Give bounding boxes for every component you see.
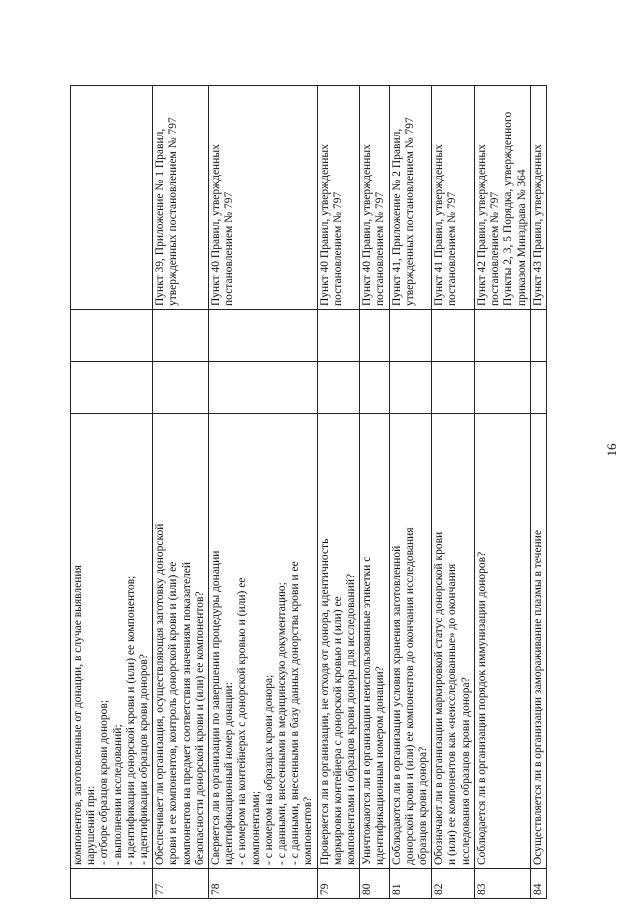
question-line: - с данными, внесенными в базу данных донорства крови и ее	[289, 561, 302, 865]
question-line: - идентификации донорской крови и (или) ее компонентов;	[124, 575, 137, 865]
reference-cell: Пункт 39, Приложение № 1 Правил, утвержденных постановлением № 797	[153, 86, 209, 310]
question-line: - с номером на образцах крови донора;	[262, 674, 275, 865]
answer-cell	[389, 362, 432, 414]
answer-cell	[389, 310, 432, 362]
reference-cell: Пункт 41, Приложение № 2 Правил, утвержденных постановлением № 797	[389, 86, 432, 310]
answer-cell	[209, 310, 318, 362]
question-line: Обеспечивает ли организация, осуществляющая заготовку донорской	[154, 523, 167, 865]
question-line: исследования образцов крови донора?	[459, 677, 472, 865]
answer-cell	[317, 362, 360, 414]
question-line: компонентов?	[302, 796, 315, 865]
question-line: образцов крови донора?	[417, 746, 430, 865]
row-number: 79	[317, 869, 360, 899]
answer-cell	[474, 310, 530, 362]
question-line: Проверяется ли в организации, не отходя от донора, идентичность	[318, 538, 331, 865]
question-line: и (или) ее компонентов как «неисследованные» до окончания	[446, 563, 459, 865]
reference-cell	[474, 86, 530, 310]
question-line: Обозначают ли в организации маркировкой статус донорской крови	[433, 531, 446, 865]
answer-cell	[360, 362, 389, 414]
question-line: Соблюдается ли в организации порядок иммунизации доноров?	[475, 551, 488, 865]
answer-cell	[71, 310, 153, 362]
answer-cell	[474, 362, 530, 414]
question-line: компонентами и образцов крови донора для исследований?	[345, 573, 358, 865]
question-cell	[530, 414, 546, 869]
table-row	[389, 86, 432, 899]
answer-cell	[209, 362, 318, 414]
question-line: Уничтожаются ли в организации неиспользованные этикетки с	[361, 556, 374, 865]
page-number: 16	[604, 443, 619, 457]
checklist-table	[70, 85, 547, 899]
table-row	[153, 86, 209, 899]
answer-cell	[530, 310, 546, 362]
question-line: идентификационным номером донации?	[374, 666, 387, 865]
question-line: крови и ее компонентов, контроль донорской крови и (или) ее	[167, 561, 180, 865]
question-cell	[360, 414, 389, 869]
reference-cell: Пункт 40 Правил, утвержденных постановлением № 797	[360, 86, 389, 310]
question-cell	[432, 414, 475, 869]
table-row	[209, 86, 318, 899]
answer-cell	[153, 310, 209, 362]
question-line: идентификационный номер донации:	[223, 682, 236, 865]
table-row	[530, 86, 546, 899]
row-number	[71, 869, 153, 899]
table-row	[474, 86, 530, 899]
question-line: компонентов, заготовленные от донации, в случае выявления	[72, 565, 84, 865]
reference-cell: Пункт 40 Правил, утвержденных постановлением № 797	[209, 86, 318, 310]
reference-cell: Пункт 40 Правил, утвержденных постановлением № 797	[317, 86, 360, 310]
question-line: компонентов на предмет соответствия значениям показателей	[180, 561, 193, 865]
answer-cell	[530, 362, 546, 414]
answer-cell	[432, 362, 475, 414]
question-cell	[389, 414, 432, 869]
row-number: 82	[432, 869, 475, 899]
reference-cell	[71, 86, 153, 310]
reference-cell: Пункт 41 Правил, утвержденных постановлением № 797	[432, 86, 475, 310]
table-row	[71, 86, 153, 899]
question-line: - отборе образцов крови доноров;	[98, 699, 111, 865]
answer-cell	[432, 310, 475, 362]
reference-cell: Пункт 43 Правил, утвержденных	[530, 86, 546, 310]
question-line: нарушений при:	[85, 785, 98, 865]
row-number: 80	[360, 869, 389, 899]
row-number: 78	[209, 869, 318, 899]
question-cell	[474, 414, 530, 869]
question-line: - с данными, внесенными в медицинскую документацию;	[276, 582, 289, 865]
reference-line: Пункты 2, 3, 5 Порядка, утвержденного приказом Минздрава № 364	[502, 111, 528, 306]
row-number: 84	[530, 869, 546, 899]
row-number: 83	[474, 869, 530, 899]
answer-cell	[153, 362, 209, 414]
answer-cell	[360, 310, 389, 362]
question-line: Сверяется ли в организации по завершении процедуры донации	[210, 550, 223, 865]
question-cell	[153, 414, 209, 869]
question-line: безопасности донорской крови и (или) ее компонентов?	[193, 591, 206, 865]
reference-line: Пункт 42 Правил, утвержденных постановлением № 797	[475, 144, 502, 306]
question-line: - идентификации образцов крови доноров?	[138, 654, 151, 865]
question-line: донорской крови и (или) ее компонентов до окончания исследования	[403, 527, 416, 865]
table-row	[317, 86, 360, 899]
row-number: 77	[153, 869, 209, 899]
answer-cell	[71, 362, 153, 414]
table-row	[432, 86, 475, 899]
question-cell	[71, 414, 153, 869]
question-line: Осуществляется ли в организации замораживание плазмы в течение	[531, 530, 544, 865]
question-line: - выполнении исследований;	[111, 724, 124, 865]
row-number: 81	[389, 869, 432, 899]
question-cell	[317, 414, 360, 869]
answer-cell	[317, 310, 360, 362]
table-row	[360, 86, 389, 899]
question-cell	[209, 414, 318, 869]
question-line: маркировки контейнера с донорской кровью и (или) ее	[331, 596, 344, 865]
question-line: Соблюдаются ли в организации условия хранения заготовленной	[390, 545, 403, 865]
question-line: - с номером на контейнерах с донорской кровью и (или) ее	[236, 577, 249, 865]
question-line: компонентами;	[249, 790, 262, 865]
